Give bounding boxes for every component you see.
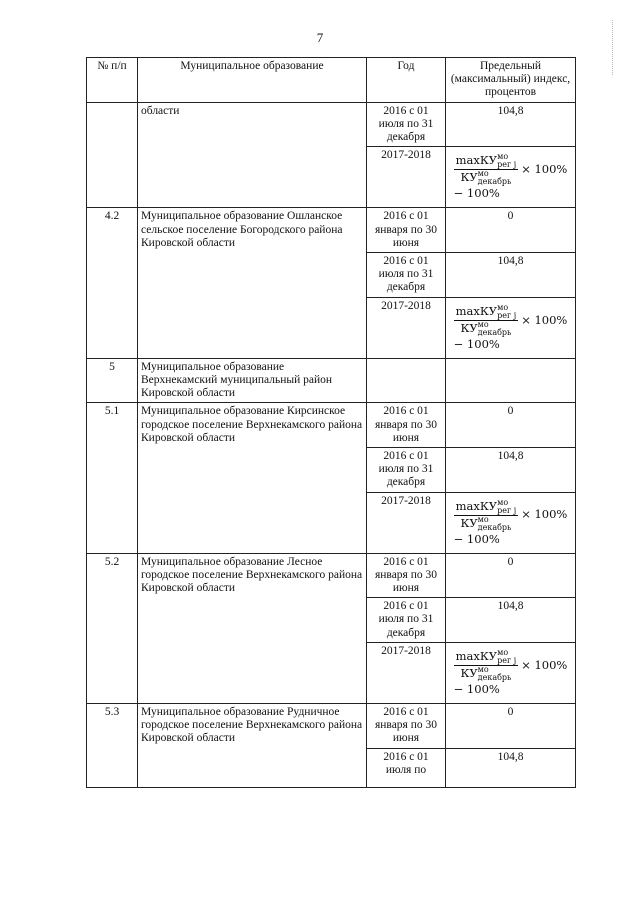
numerator-sub: рег j — [497, 505, 517, 515]
numerator-sup: мо — [497, 497, 509, 507]
period-year: 2016 с 01 января по 30 июня — [367, 403, 446, 448]
index-value: 104,8 — [446, 102, 576, 147]
numerator-base: maxКУ — [455, 498, 498, 513]
formula-times: × 100% — [521, 162, 568, 177]
header-year: Год — [367, 58, 446, 103]
numerator-base: maxКУ — [455, 153, 498, 168]
period-year: 2016 с 01 июля по 31 декабря — [367, 102, 446, 147]
header-municipality: Муниципальное образование — [138, 58, 367, 103]
formula — [454, 495, 568, 546]
denominator-sup: мо — [477, 514, 489, 524]
denominator-sup: мо — [477, 169, 489, 179]
numerator-sup: мо — [497, 302, 509, 312]
formula-minus: − 100% — [453, 531, 500, 546]
denominator-sub: декабрь — [477, 672, 512, 682]
table-row — [87, 703, 576, 748]
numerator-indices — [497, 499, 516, 515]
formula-fraction — [454, 499, 519, 532]
denominator-sub: декабрь — [477, 327, 512, 337]
formula-numerator — [454, 153, 519, 170]
formula-numerator — [454, 304, 519, 321]
period-year: 2017-2018 — [367, 147, 446, 208]
tariff-index-table — [86, 57, 576, 788]
header-index: Предельный (максимальный) индекс, процентов — [446, 58, 576, 103]
table-row — [87, 358, 576, 403]
table-header-row — [87, 58, 576, 103]
row-number: 5.1 — [87, 403, 138, 553]
header-num: № п/п — [87, 58, 138, 103]
index-formula — [446, 492, 576, 553]
denominator-indices — [478, 666, 512, 682]
period-year: 2017-2018 — [367, 492, 446, 553]
formula-times: × 100% — [521, 657, 568, 672]
period-year: 2016 с 01 июля по 31 декабря — [367, 598, 446, 643]
denominator-sup: мо — [477, 319, 489, 329]
row-number — [87, 102, 138, 208]
period-year: 2017-2018 — [367, 297, 446, 358]
index-value: 0 — [446, 553, 576, 598]
formula-fraction — [454, 304, 519, 337]
row-number: 4.2 — [87, 208, 138, 358]
table-row — [87, 208, 576, 253]
denominator-base: КУ — [460, 665, 478, 680]
formula-minus: − 100% — [453, 681, 500, 696]
index-value: 104,8 — [446, 447, 576, 492]
denominator-indices — [478, 321, 512, 337]
table-row — [87, 553, 576, 598]
period-year: 2016 с 01 января по 30 июня — [367, 553, 446, 598]
municipality-name: Муниципальное образование Ошланское сельское поселение Богородского района Кировской области — [138, 208, 367, 358]
denominator-indices — [478, 170, 512, 186]
period-year: 2016 с 01 июля по — [367, 748, 446, 787]
index-formula — [446, 147, 576, 208]
municipality-name: Муниципальное образование Верхнекамский муниципальный район Кировской области — [138, 358, 367, 403]
denominator-sub: декабрь — [477, 177, 512, 187]
formula-minus: − 100% — [453, 336, 500, 351]
numerator-base: maxКУ — [455, 303, 498, 318]
municipality-name: области — [138, 102, 367, 208]
numerator-indices — [497, 153, 516, 169]
numerator-indices — [497, 649, 516, 665]
formula-denominator — [454, 170, 519, 186]
municipality-name: Муниципальное образование Кирсинское городское поселение Верхнекамского района Кировской области — [138, 403, 367, 553]
numerator-sub: рег j — [497, 310, 517, 320]
numerator-indices — [497, 304, 516, 320]
formula-times: × 100% — [521, 312, 568, 327]
period-year: 2016 с 01 июля по 31 декабря — [367, 447, 446, 492]
numerator-sup: мо — [497, 152, 509, 162]
index-value: 104,8 — [446, 748, 576, 787]
index-value: 0 — [446, 703, 576, 748]
numerator-base: maxКУ — [455, 648, 498, 663]
index-value: 104,8 — [446, 252, 576, 297]
numerator-sup: мо — [497, 647, 509, 657]
table-row — [87, 403, 576, 448]
municipality-name: Муниципальное образование Рудничное городское поселение Верхнекамского района Кировской области — [138, 703, 367, 787]
index-value — [446, 358, 576, 403]
denominator-sup: мо — [477, 664, 489, 674]
formula-fraction — [454, 153, 519, 186]
period-year: 2016 с 01 января по 30 июня — [367, 703, 446, 748]
row-number: 5 — [87, 358, 138, 403]
period-year: 2016 с 01 января по 30 июня — [367, 208, 446, 253]
formula-fraction — [454, 649, 519, 682]
denominator-sub: декабрь — [477, 522, 512, 532]
period-year — [367, 358, 446, 403]
index-formula — [446, 297, 576, 358]
formula-times: × 100% — [521, 507, 568, 522]
formula — [454, 149, 568, 200]
row-number: 5.3 — [87, 703, 138, 787]
formula-numerator — [454, 649, 519, 666]
formula-numerator — [454, 499, 519, 516]
period-year: 2016 с 01 июля по 31 декабря — [367, 252, 446, 297]
formula-denominator — [454, 666, 519, 682]
numerator-sub: рег j — [497, 160, 517, 170]
row-number: 5.2 — [87, 553, 138, 703]
denominator-indices — [478, 516, 512, 532]
formula-denominator — [454, 321, 519, 337]
table-row — [87, 102, 576, 147]
scan-mark — [612, 20, 614, 75]
table-body — [87, 102, 576, 787]
formula — [454, 300, 568, 351]
index-value: 0 — [446, 403, 576, 448]
index-value: 104,8 — [446, 598, 576, 643]
page-number: 7 — [316, 30, 324, 45]
formula-denominator — [454, 516, 519, 532]
period-year: 2017-2018 — [367, 642, 446, 703]
denominator-base: КУ — [460, 170, 478, 185]
index-formula — [446, 642, 576, 703]
index-value: 0 — [446, 208, 576, 253]
formula-minus: − 100% — [453, 186, 500, 201]
denominator-base: КУ — [460, 515, 478, 530]
formula — [454, 645, 568, 696]
municipality-name: Муниципальное образование Лесное городское поселение Верхнекамского района Кировской области — [138, 553, 367, 703]
numerator-sub: рег j — [497, 655, 517, 665]
denominator-base: КУ — [460, 320, 478, 335]
